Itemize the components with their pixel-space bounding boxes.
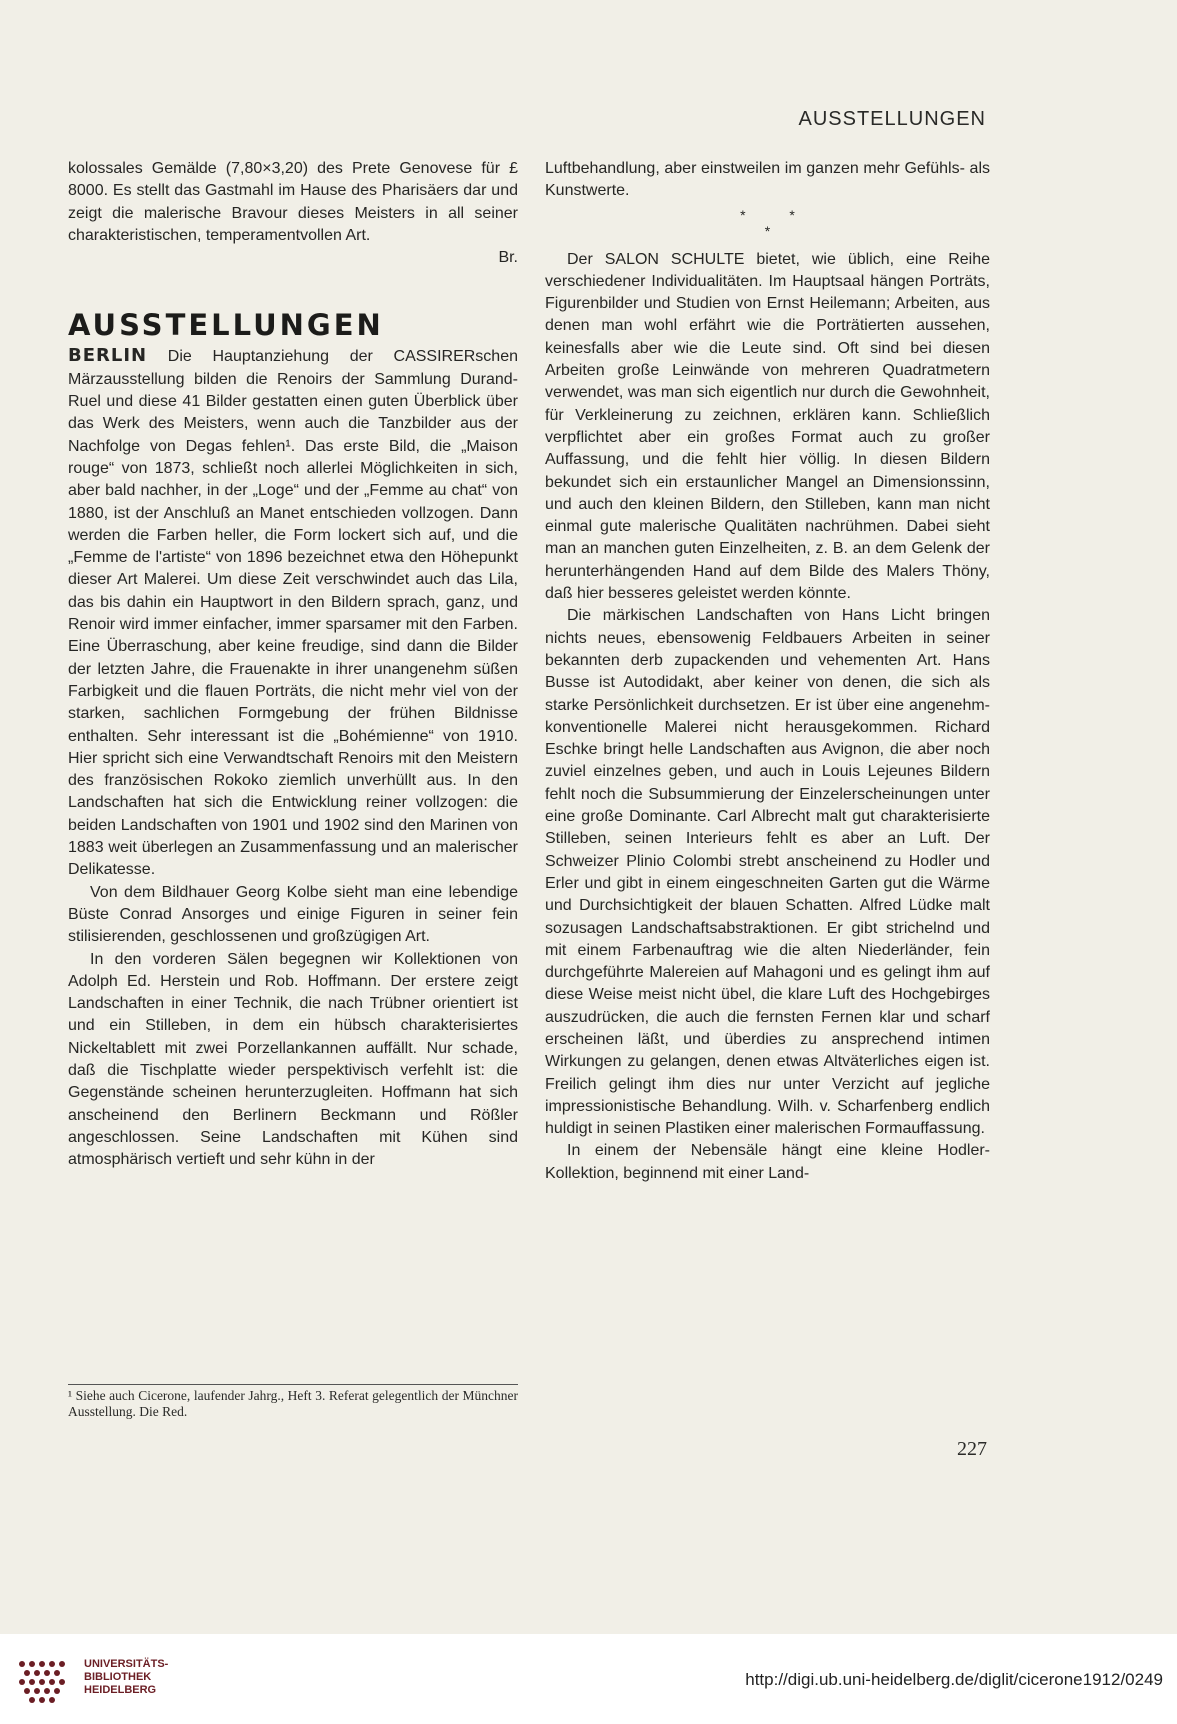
viewer-footer: [0, 1634, 1177, 1724]
asterism: * * *: [740, 206, 795, 239]
section-title: AUSSTELLUNGEN: [68, 308, 384, 343]
continuation-paragraph: Luftbehandlung, aber einstweilen im ganzen mehr Gefühls- als Kunstwerte.: [545, 160, 990, 200]
permalink-url[interactable]: http://digi.ub.uni-heidelberg.de/diglit/cicerone1912/0249: [745, 1670, 1163, 1689]
opening-signature: Br.: [498, 249, 518, 267]
maerkische-landschaften-paragraph: Die märkischen Landschaften von Hans Licht bringen nichts neues, ebensowenig Feldbauers Arbeiten in seiner bekannten derb zupackenden und vehementen Art. Hans Busse ist Autodidakt, aber keiner von denen, die sich als starke Persönlichkeit durchsetzen. Er ist über eine angenehm-konventionelle Malerei nicht herausgekommen. Richard Eschke bringt helle Landschaften aus Avignon, die aber noch zuviel einzelnes geben, und auch in Louis Lejeunes Bildern fehlt noch die Subsummierung der Einzelerscheinungen unter eine große Dominante. Carl Albrecht malt gut charakterisierte Stilleben, seinen Interieurs fehlt es aber an Luft. Der Schweizer Plinio Colombi strebt anscheinend zu Hodler und Erler und gibt in einem eingeschneiten Garten gut die Wärme und Durchsichtigkeit der blauen Schatten. Alfred Lüdke malt sozusagen Landschaftsabstraktionen. Er gibt strichelnd und mit einem Farbenauftrag wie die alten Niederländer, fein durchgeführte Malereien auf Mahagoni und es gelingt ihm auf diese Weise meist nicht übel, die klare Luft des Hochgebirges auszudrücken, die auch die fernsten Fernen klar und scharf erscheinen läßt, und überdies zu ansprechend intimen Wirkungen zu gelangen, denen etwas Altväterliches eigen ist. Freilich gelingt ihm dies nur unter Verzicht auf jegliche impressionistische Behandlung. Wilh. v. Scharfenberg endlich huldigt in seinen Plastiken einer malerischen Formauffassung.: [545, 607, 990, 1138]
salon-schulte-paragraph: Der SALON SCHULTE bietet, wie üblich, eine Reihe verschiedener Individualitäten. Im Hauptsaal hängen Porträts, Figurenbilder und Studien von Ernst Heilemann; Arbeiten, aus denen man wohl erfährt wie die Porträtierten aussehen, keinesfalls aber wie die Leute sind. Oft sind bei diesen Arbeiten große Leinwände von mehreren Quadratmetern verwendet, was man sich eigentlich nur durch die Gewohnheit, für Verkleinerung zu zeichnen, erklären kann. Schließlich verpflichtet aber ein großes Format auch zu großer Auffassung, und die fehlt hier völlig. In diesen Bildern bekundet sich ein erstaunlicher Mangel an Dimensionssinn, und auch den kleinen Bildern, den Stilleben, kann man nicht einmal gute malerische Qualitäten nachrühmen. Dabei sieht man an manchen guten Einzelheiten, z. B. an dem Gelenk der herunterhängenden Hand auf dem Bilde des Malers Thöny, daß hier besseres geleistet werden könnte.: [545, 250, 990, 603]
city-heading: BERLIN: [68, 345, 148, 367]
kolbe-paragraph: Von dem Bildhauer Georg Kolbe sieht man eine lebendige Büste Conrad Ansorges und einige Figuren in seiner fein stilisierenden, geschlossenen und großzügigen Art.: [68, 883, 518, 946]
page-number: 227: [957, 1438, 987, 1460]
footnote: ¹ Siehe auch Cicerone, laufender Jahrg., Heft 3. Referat gelegentlich der Münchner Ausstellung. Die Red.: [68, 1384, 518, 1420]
left-column: [68, 158, 518, 1171]
hodler-paragraph: In einem der Nebensäle hängt eine kleine Hodler-Kollektion, beginnend mit einer Land-: [545, 1142, 990, 1182]
berlin-paragraph-text: Die Hauptanziehung der CASSIRERschen Märzausstellung bilden die Renoirs der Sammlung Durand-Ruel und diese 41 Bilder gestatten einen guten Überblick über das Werk des Meisters, wenn auch die Tanzbilder aus der Nachfolge von Degas fehlen¹. Das erste Bild, die „Maison rouge“ von 1873, schließt noch allerlei Möglichkeiten in sich, aber bald nachher, in der „Loge“ und der „Femme au chat“ von 1880, ist der Anschluß an Manet entschieden vollzogen. Dann werden die Farben heller, die Form lockert sich auf, und die „Femme de l'artiste“ von 1896 bezeichnet etwa den Höhepunkt dieser Art Malerei. Um diese Zeit verschwindet auch das Lila, das bis dahin ein Hauptwort in den Bildern sprach, ganz, und Renoir wird immer einfacher, immer sparsamer mit den Farben. Eine Überraschung, aber keine freudige, sind dann die Bilder der letzten Jahre, die Frauenakte in ihrer unangenehm süßen Farbigkeit und die flauen Porträts, die nicht mehr viel von der starken, sachlichen Formgebung der frühen Bildnisse enthalten. Sehr interessant ist die „Bohémienne“ von 1910. Hier spricht sich eine Verwandtschaft Renoirs mit den Meistern des französischen Rokoko ziemlich unverhüllt aus. In den Landschaften hat sich die Entwicklung reiner vollzogen: die beiden Landschaften von 1901 und 1902 sind den Marinen von 1883 weit überlegen an Zusammenfassung und an malerischer Delikatesse.: [68, 348, 518, 879]
university-library-logo-icon: [14, 1656, 74, 1704]
berlin-paragraph: [68, 345, 518, 881]
opening-paragraph-text: kolossales Gemälde (7,80×3,20) des Prete Genovese für £ 8000. Es stellt das Gastmahl im Hause des Pharisäers dar und zeigt die malerische Bravour dieses Meisters in all seiner charakteristischen, temperamentvollen Art.: [68, 160, 518, 244]
opening-paragraph: [68, 158, 518, 269]
herstein-hoffmann-paragraph: In den vorderen Sälen begegnen wir Kollektionen von Adolph Ed. Herstein und Rob. Hoffmann. Der erstere zeigt Landschaften in einer Technik, die nach Trübner orientiert ist und ein Stilleben, in dem ein hübsch charakterisiertes Nickeltablett mit zwei Porzellankannen auffällt. Nur schade, daß die Tischplatte wieder perspektivisch verfehlt ist: die Gegenstände scheinen herunterzugleiten. Hoffmann hat sich anscheinend den Berlinern Beckmann und Rößler angeschlossen. Seine Landschaften mit Kühen sind atmosphärisch vertieft und sehr kühn in der: [68, 950, 518, 1169]
library-name: UNIVERSITÄTS- BIBLIOTHEK HEIDELBERG: [84, 1658, 169, 1696]
running-head: AUSSTELLUNGEN: [798, 108, 986, 130]
opening-signature-line: [68, 247, 518, 269]
right-column: [545, 158, 990, 1185]
